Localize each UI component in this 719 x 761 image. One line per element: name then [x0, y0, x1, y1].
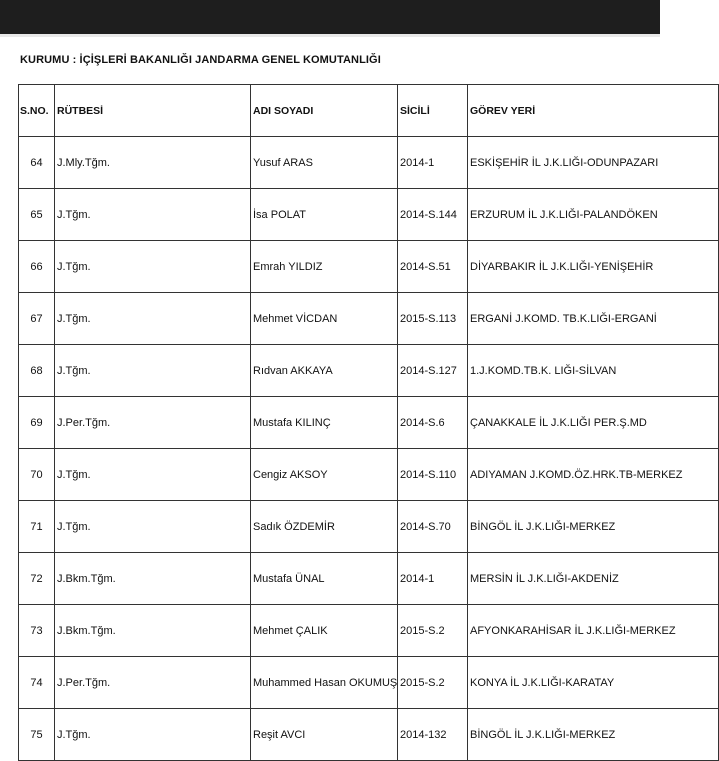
cell-post: BİNGÖL İL J.K.LIĞI-MERKEZ	[468, 709, 719, 761]
cell-registry: 2014-S.51	[398, 241, 468, 293]
table-row	[19, 605, 719, 657]
cell-post: ADIYAMAN J.KOMD.ÖZ.HRK.TB-MERKEZ	[468, 449, 719, 501]
cell-registry: 2015-S.2	[398, 657, 468, 709]
cell-rank: J.Tğm.	[55, 709, 251, 761]
cell-registry: 2014-S.6	[398, 397, 468, 449]
header-rank: RÜTBESİ	[55, 85, 251, 137]
cell-name: Rıdvan AKKAYA	[251, 345, 398, 397]
table-row	[19, 189, 719, 241]
cell-registry: 2014-132	[398, 709, 468, 761]
table-row	[19, 345, 719, 397]
cell-name: Emrah YILDIZ	[251, 241, 398, 293]
table-row	[19, 293, 719, 345]
cell-sno: 66	[19, 241, 55, 293]
cell-rank: J.Tğm.	[55, 293, 251, 345]
cell-registry: 2014-1	[398, 553, 468, 605]
cell-name: Mehmet ÇALIK	[251, 605, 398, 657]
cell-name: Mustafa KILINÇ	[251, 397, 398, 449]
cell-rank: J.Per.Tğm.	[55, 657, 251, 709]
cell-rank: J.Tğm.	[55, 189, 251, 241]
cell-sno: 73	[19, 605, 55, 657]
cell-post: ERGANİ J.KOMD. TB.K.LIĞI-ERGANİ	[468, 293, 719, 345]
cell-sno: 72	[19, 553, 55, 605]
cell-post: ÇANAKKALE İL J.K.LIĞI PER.Ş.MD	[468, 397, 719, 449]
cell-name: Cengiz AKSOY	[251, 449, 398, 501]
cell-registry: 2014-1	[398, 137, 468, 189]
table-row	[19, 397, 719, 449]
cell-post: BİNGÖL İL J.K.LIĞI-MERKEZ	[468, 501, 719, 553]
cell-rank: J.Tğm.	[55, 501, 251, 553]
cell-name: Reşit AVCI	[251, 709, 398, 761]
cell-name: Mustafa ÜNAL	[251, 553, 398, 605]
cell-name: Sadık ÖZDEMİR	[251, 501, 398, 553]
header-name: ADI SOYADI	[251, 85, 398, 137]
top-bar-divider	[0, 34, 660, 37]
table-header-row	[19, 85, 719, 137]
header-post: GÖREV YERİ	[468, 85, 719, 137]
cell-sno: 68	[19, 345, 55, 397]
cell-registry: 2014-S.127	[398, 345, 468, 397]
cell-registry: 2014-S.110	[398, 449, 468, 501]
table-row	[19, 241, 719, 293]
cell-post: DİYARBAKIR İL J.K.LIĞI-YENİŞEHİR	[468, 241, 719, 293]
table-row	[19, 449, 719, 501]
cell-rank: J.Per.Tğm.	[55, 397, 251, 449]
table-row	[19, 501, 719, 553]
cell-post: ESKİŞEHİR İL J.K.LIĞI-ODUNPAZARI	[468, 137, 719, 189]
cell-sno: 69	[19, 397, 55, 449]
cell-sno: 71	[19, 501, 55, 553]
cell-rank: J.Bkm.Tğm.	[55, 605, 251, 657]
table-row	[19, 553, 719, 605]
cell-registry: 2014-S.70	[398, 501, 468, 553]
cell-name: Yusuf ARAS	[251, 137, 398, 189]
cell-sno: 75	[19, 709, 55, 761]
cell-name: Mehmet VİCDAN	[251, 293, 398, 345]
cell-sno: 65	[19, 189, 55, 241]
cell-registry: 2015-S.113	[398, 293, 468, 345]
cell-name: Muhammed Hasan OKUMUŞ	[251, 657, 398, 709]
cell-rank: J.Mly.Tğm.	[55, 137, 251, 189]
top-bar	[0, 0, 660, 34]
header-sno: S.NO.	[19, 85, 55, 137]
cell-post: 1.J.KOMD.TB.K. LIĞI-SİLVAN	[468, 345, 719, 397]
cell-rank: J.Tğm.	[55, 345, 251, 397]
cell-sno: 74	[19, 657, 55, 709]
cell-post: KONYA İL J.K.LIĞI-KARATAY	[468, 657, 719, 709]
cell-rank: J.Tğm.	[55, 241, 251, 293]
personnel-table	[18, 84, 719, 761]
cell-post: AFYONKARAHİSAR İL J.K.LIĞI-MERKEZ	[468, 605, 719, 657]
personnel-table-container[interactable]	[18, 84, 683, 741]
table-row	[19, 709, 719, 761]
cell-post: ERZURUM İL J.K.LIĞI-PALANDÖKEN	[468, 189, 719, 241]
cell-sno: 64	[19, 137, 55, 189]
table-row	[19, 137, 719, 189]
cell-registry: 2014-S.144	[398, 189, 468, 241]
header-registry: SİCİLİ	[398, 85, 468, 137]
cell-name: İsa POLAT	[251, 189, 398, 241]
cell-rank: J.Bkm.Tğm.	[55, 553, 251, 605]
cell-post: MERSİN İL J.K.LIĞI-AKDENİZ	[468, 553, 719, 605]
cell-registry: 2015-S.2	[398, 605, 468, 657]
cell-sno: 67	[19, 293, 55, 345]
institution-heading: KURUMU : İÇİŞLERİ BAKANLIĞI JANDARMA GENEL KOMUTANLIĞI	[20, 54, 381, 66]
cell-sno: 70	[19, 449, 55, 501]
cell-rank: J.Tğm.	[55, 449, 251, 501]
table-row	[19, 657, 719, 709]
